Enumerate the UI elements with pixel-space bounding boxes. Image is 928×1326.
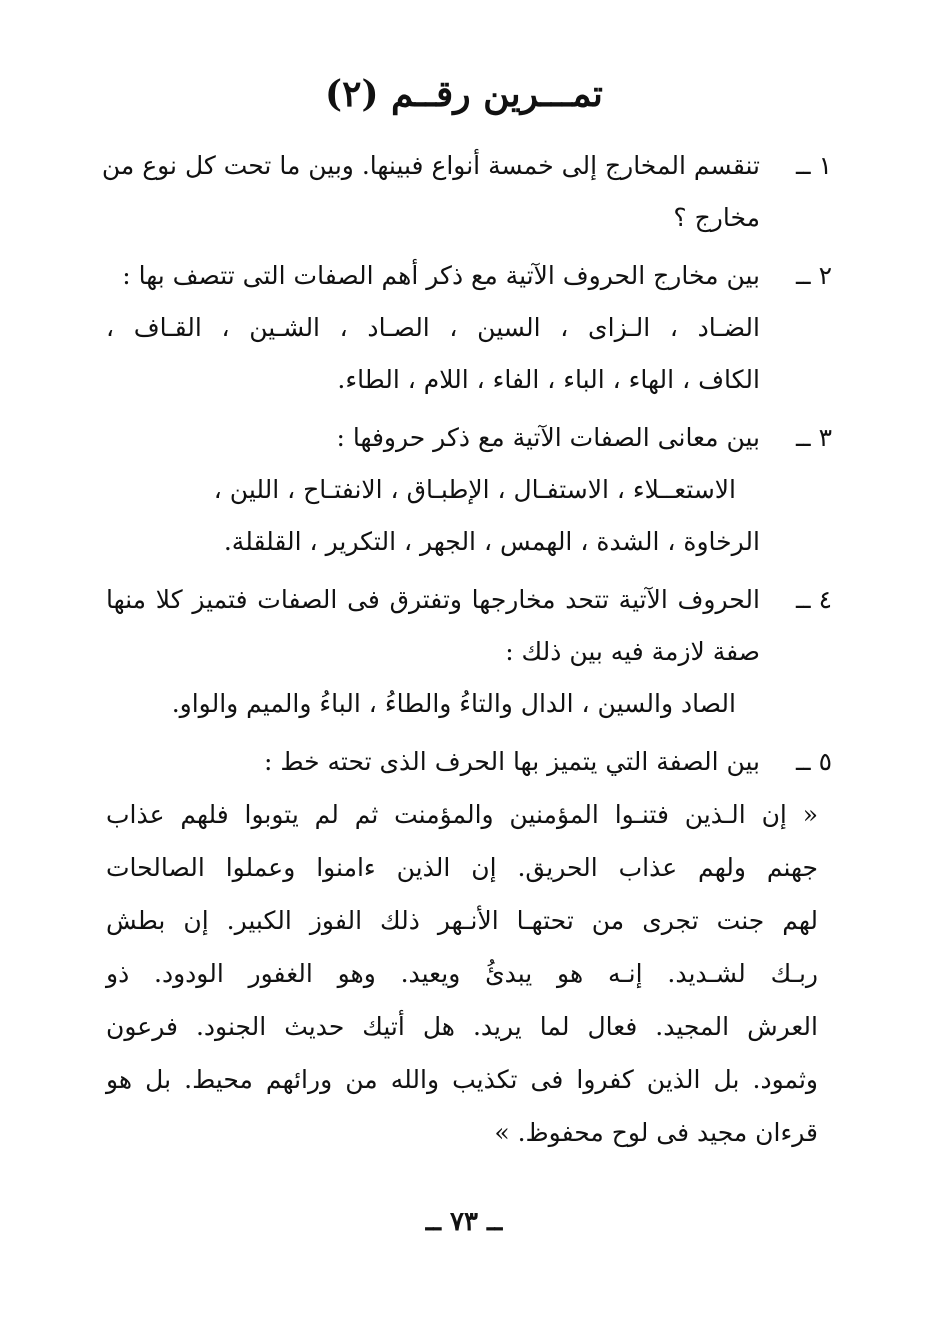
exercise-2 — [106, 250, 832, 406]
exercise-line: بين الصفة التي يتميز بها الحرف الذى تحته خط : — [264, 747, 760, 776]
quran-quote — [106, 788, 818, 1159]
quote-line: ربـك لشـديد. إنـه هو يبدئُ ويعيد. وهو الغفور الودود. ذو — [106, 959, 818, 988]
exercise-number: ٤ ــ — [795, 585, 832, 614]
exercise-line: الاستعــلاء ، الاستفـال ، الإطبـاق ، الانفتـاح ، اللين ، — [213, 475, 736, 504]
exercise-4 — [106, 574, 832, 730]
exercise-line: تنقسم المخارج إلى خمسة أنواع فبينها. وبين ما تحت كل نوع من — [101, 151, 760, 180]
exercise-5 — [106, 736, 832, 1159]
exercise-3 — [106, 412, 832, 568]
page-number: ــ ٧٣ ــ — [425, 1207, 503, 1237]
exercise-number: ٢ ــ — [795, 261, 832, 290]
exercise-line: الكاف ، الهاء ، الباء ، الفاء ، اللام ، الطاء. — [337, 365, 760, 394]
exercise-line: صفة لازمة فيه بين ذلك : — [505, 637, 760, 666]
exercise-number: ١ ــ — [795, 151, 832, 180]
exercise-line: الحروف الآتية تتحد مخارجها وتفترق فى الصفات فتميز كلا منها — [106, 585, 760, 614]
exercise-line: الصاد والسين ، الدال والتاءُ والطاءُ ، الباءُ والميم والواو. — [171, 689, 736, 718]
quote-line: وثمود. بل الذين كفروا فى تكذيب والله من ورائهم محيط. بل هو — [106, 1065, 818, 1094]
exercise-1 — [101, 140, 832, 244]
exercise-line: بين معانى الصفات الآتية مع ذكر حروفها : — [336, 423, 760, 452]
exercise-list — [101, 140, 832, 1165]
quote-line: جهنم ولهم عذاب الحريق. إن الذين ءامنوا وعملوا الصالحات — [106, 853, 818, 882]
exercise-line: بين مخارج الحروف الآتية مع ذكر أهم الصفات التى تتصف بها : — [122, 261, 760, 290]
quote-line: قرءان مجيد فى لوح محفوظ. » — [494, 1118, 818, 1147]
quote-line: العرش المجيد. فعال لما يريد. هل أتيك حديث الجنود. فرعون — [106, 1012, 818, 1041]
quote-line: لهم جنت تجرى من تحتهـا الأنـهر ذلك الفوز الكبير. إن بطش — [106, 906, 818, 935]
exercise-line: الضـاد ، الـزاى ، السين ، الصـاد ، الشـين ، القـاف ، — [106, 313, 760, 342]
exercise-body — [106, 412, 760, 568]
page-title: تمـــرين رقــم (٢) — [325, 73, 603, 115]
exercise-number: ٣ ــ — [795, 423, 832, 452]
exercise-body — [101, 140, 760, 244]
quote-line: « إن الـذين فتنـوا المؤمنين والمؤمنت ثم لم يتوبوا فلهم عذاب — [106, 800, 818, 829]
exercise-line: مخارج ؟ — [673, 203, 760, 232]
exercise-line: الرخاوة ، الشدة ، الهمس ، الجهر ، التكرير ، القلقلة. — [223, 527, 760, 556]
exercise-body — [106, 250, 760, 406]
exercise-number: ٥ ــ — [795, 747, 832, 776]
exercise-body — [106, 574, 760, 730]
